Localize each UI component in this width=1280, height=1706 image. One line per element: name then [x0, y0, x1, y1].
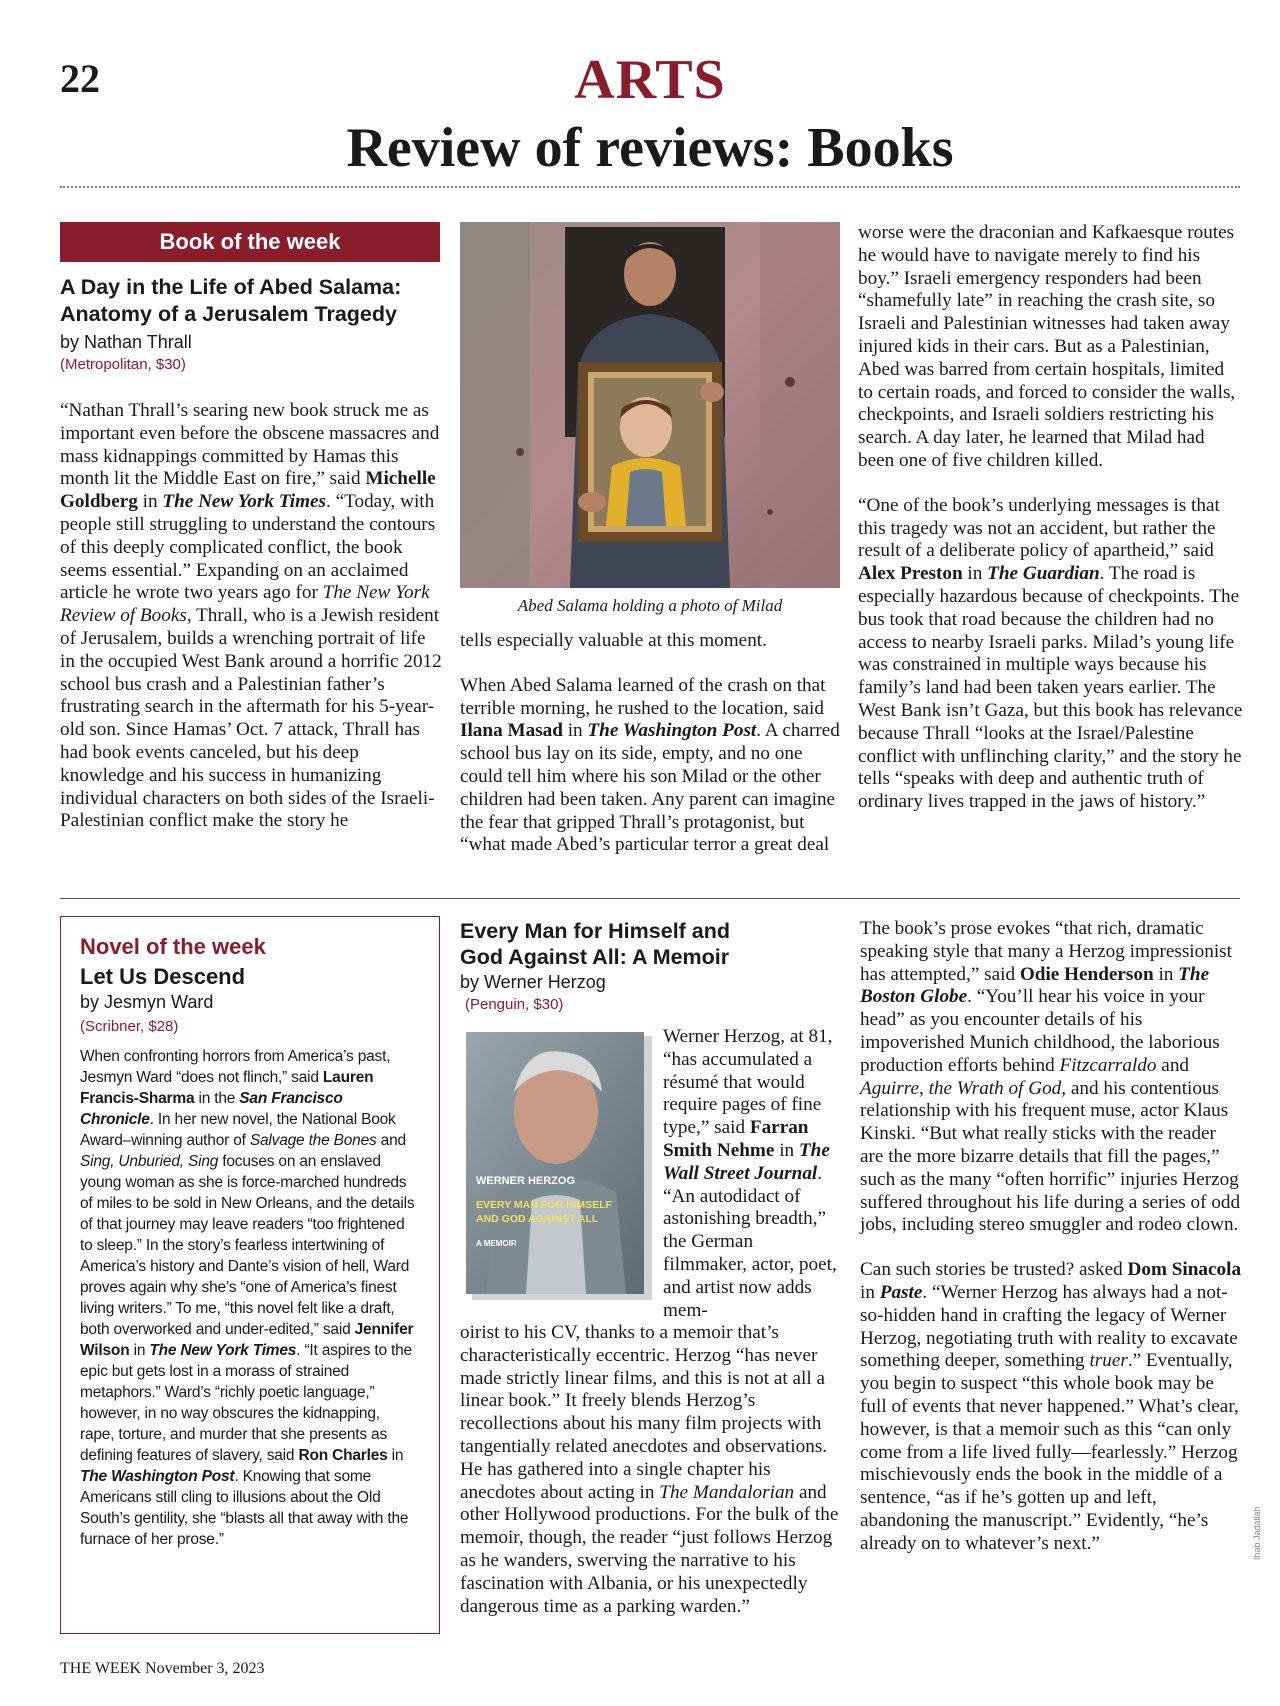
review-column-2: tells especially valuable at this moment. When Abed Salama learned of the crash on that terrible morning, he rushed to the location, said Ilana Masad in The Washington Post. A charred school bus lay on its side, empty, and no one could tell him where his son Milad or the other children had been taken. Any parent can imagine the fear that gripped Thrall’s protagonist, but “what made Abed’s particular terror a great deal — [460, 630, 840, 856]
photo-credit: Ihab Jadallah — [1252, 1506, 1262, 1560]
memoir-title-line-2: God Against All: A Memoir — [460, 945, 730, 969]
novel-of-week-author: by Jesmyn Ward — [80, 992, 214, 1012]
page-number: 22 — [60, 56, 100, 101]
cover-title-line-2: AND GOD AGAINST ALL — [476, 1213, 599, 1225]
middle-rule — [60, 898, 1240, 899]
novel-of-week-review: When confronting horrors from America’s past, Jesmyn Ward “does not flinch,” said Lauren Francis-Sharma in the San Francisco Chronicle. In her new novel, the National Book Award–winning author of Salvage the Bones and Sing, Unburied, Sing focuses on an enslaved young woman as she is force-marched hundreds of miles to be sold in New Orleans, and the details of that journey may leave readers “too frightened to sleep.” In the story’s fearless intertwining of America’s history and Dante’s vision of hell, Ward proves again why she’s “one of America’s finest living writers.” To me, “this novel felt like a draft, both overworked and under-edited,” said Jennifer Wilson in The New York Times. “It aspires to the epic but gets lost in a morass of strained metaphors.” Ward’s “richly poetic language,” however, in no way obscures the kidnapping, rape, torture, and murder that she presents as defining features of slavery, said Ron Charles in The Washington Post. Knowing that some Americans still cling to illusions about the Old South’s gentility, she “blasts all that away with the furnace of her prose.” — [80, 1048, 415, 1548]
memoir-review-wrap: Werner Herzog, at 81, “has accumulated a résumé that would require pages of fine type,” said Farran Smith Nehme in The Wall Street Journal. “An autodidact of astonishing breadth,” the German filmmaker, actor, poet, and artist now adds mem- — [663, 1026, 837, 1321]
memoir-publisher: (Penguin, $30) — [465, 996, 564, 1013]
book-title-line-1: A Day in the Life of Abed Salama: — [60, 275, 402, 299]
review-column-1: “Nathan Thrall’s searing new book struck me as important even before the obscene massacres and mass kidnappings committed by Hamas this month lit the Middle East on fire,” said Michelle Goldberg in The New York Times. “Today, with people still struggling to understand the contours of this deeply complicated conflict, the book seems essential.” Expanding on an acclaimed article he wrote two years ago for The New York Review of Books, Thrall, who is a Jewish resident of Jerusalem, builds a wrenching portrait of life in the occupied West Bank around a horrific 2012 school bus crash and a Palestinian father’s frustrating search in the aftermath for his 5-year-old son. Since Hamas’ Oct. 7 attack, Thrall has had book events canceled, but his deep knowledge and his success in humanizing individual characters on both sides of the Israeli-Palestinian conflict make the story he — [60, 400, 442, 832]
book-of-week-title — [60, 274, 450, 328]
cover-title-line-1: EVERY MAN FOR HIMSELF — [476, 1199, 612, 1211]
memoir-author: by Werner Herzog — [460, 972, 606, 992]
book-title-line-2: Anatomy of a Jerusalem Tragedy — [60, 302, 397, 326]
cover-author: WERNER HERZOG — [476, 1175, 575, 1187]
section-title: ARTS — [574, 49, 726, 111]
memoir-review-column-2: The book’s prose evokes “that rich, dramatic speaking style that many a Herzog impressionist has attempted,” said Odie Henderson in The Boston Globe. “You’ll hear his voice in your head” as you encounter details of his impoverished Munich childhood, the laborious production efforts behind Fitzcarraldo and Aguirre, the Wrath of God, and his contentious relationship with his frequent muse, actor Klaus Kinski. “But what really sticks with the reader are the more bizarre details that fill the pages,” such as the many “often horrific” injuries Herzog suffered throughout his life during a series of odd jobs, including stereo smuggler and rodeo clown. Can such stories be trusted? asked Dom Sinacola in Paste. “Werner Herzog has always had a not-so-hidden hand in crafting the legacy of Werner Herzog, negotiating truth with reality to excavate something deeper, something truer.” Eventually, you begin to suspect “this whole book may be full of events that never happened.” What’s clear, however, is that a memoir such as this “can only come from a life lived fully—fearlessly.” Herzog mischievously ends the book in the middle of a sentence, “as if he’s gotten up and left, abandoning the manuscript.” Evidently, “he’s already on to whatever’s next.” — [860, 918, 1242, 1554]
memoir-title-line-1: Every Man for Himself and — [460, 919, 731, 943]
novel-of-week-title: Let Us Descend — [80, 964, 246, 989]
footer-issue-date: THE WEEK November 3, 2023 — [60, 1660, 265, 1677]
memoir-title — [460, 918, 840, 970]
top-dotted-rule — [60, 186, 1240, 188]
memoir-review-column: oirist to his CV, thanks to a memoir that’s characteristically eccentric. Herzog “has never made strictly linear films, and this is not at all a linear book.” It freely blends Herzog’s recollections about his many film projects with tangentially related anecdotes and observations. He has gathered into a single chapter his anecdotes about acting in The Mandalorian and other Hollywood productions. For the bulk of the memoir, though, the reader “just follows Herzog as he wanders, swerving the narrative to his fascination with Albania, or his unexpectedly dangerous time as a parking warden.” — [460, 1322, 839, 1617]
book-of-week-banner: Book of the week — [60, 222, 440, 262]
memoir-book-cover — [466, 1032, 656, 1302]
page-headline: Review of reviews: Books — [346, 117, 954, 179]
abed-salama-photo — [460, 222, 840, 588]
cover-subtitle: A MEMOIR — [476, 1239, 517, 1248]
novel-of-week-label: Novel of the week — [80, 934, 266, 959]
book-of-week-author: by Nathan Thrall — [60, 332, 192, 352]
review-column-3: worse were the draconian and Kafkaesque routes he would have to navigate merely to find his boy.” Israeli emergency responders had been “shamefully late” in reaching the crash site, so Israeli and Palestinian witnesses had taken away injured kids in their cars. But as a Palestinian, Abed was barred from certain hospitals, limited to certain roads, and forced to consider the walls, checkpoints, and Israeli soldiers restricting his search. A day later, he learned that Milad had been one of five children killed. “One of the book’s underlying messages is that this tragedy was not an accident, but rather the result of a deliberate policy of apartheid,” said Alex Preston in The Guardian. The road is especially hazardous because of checkpoints. The bus took that road because the children had no access to nearby Israeli parks. Milad’s young life was constrained in multiple ways because his family’s land had been taken years earlier. The West Bank isn’t Gaza, but this book has relevance because Thrall “looks at the Israel/Palestine conflict with unflinching clarity,” and the story he tells “speaks with deep and authentic truth of ordinary lives trapped in the jaws of history.” — [858, 222, 1243, 813]
photo-caption: Abed Salama holding a photo of Milad — [517, 596, 783, 615]
novel-of-week-publisher: (Scribner, $28) — [80, 1018, 179, 1035]
book-of-week-publisher: (Metropolitan, $30) — [60, 356, 186, 373]
